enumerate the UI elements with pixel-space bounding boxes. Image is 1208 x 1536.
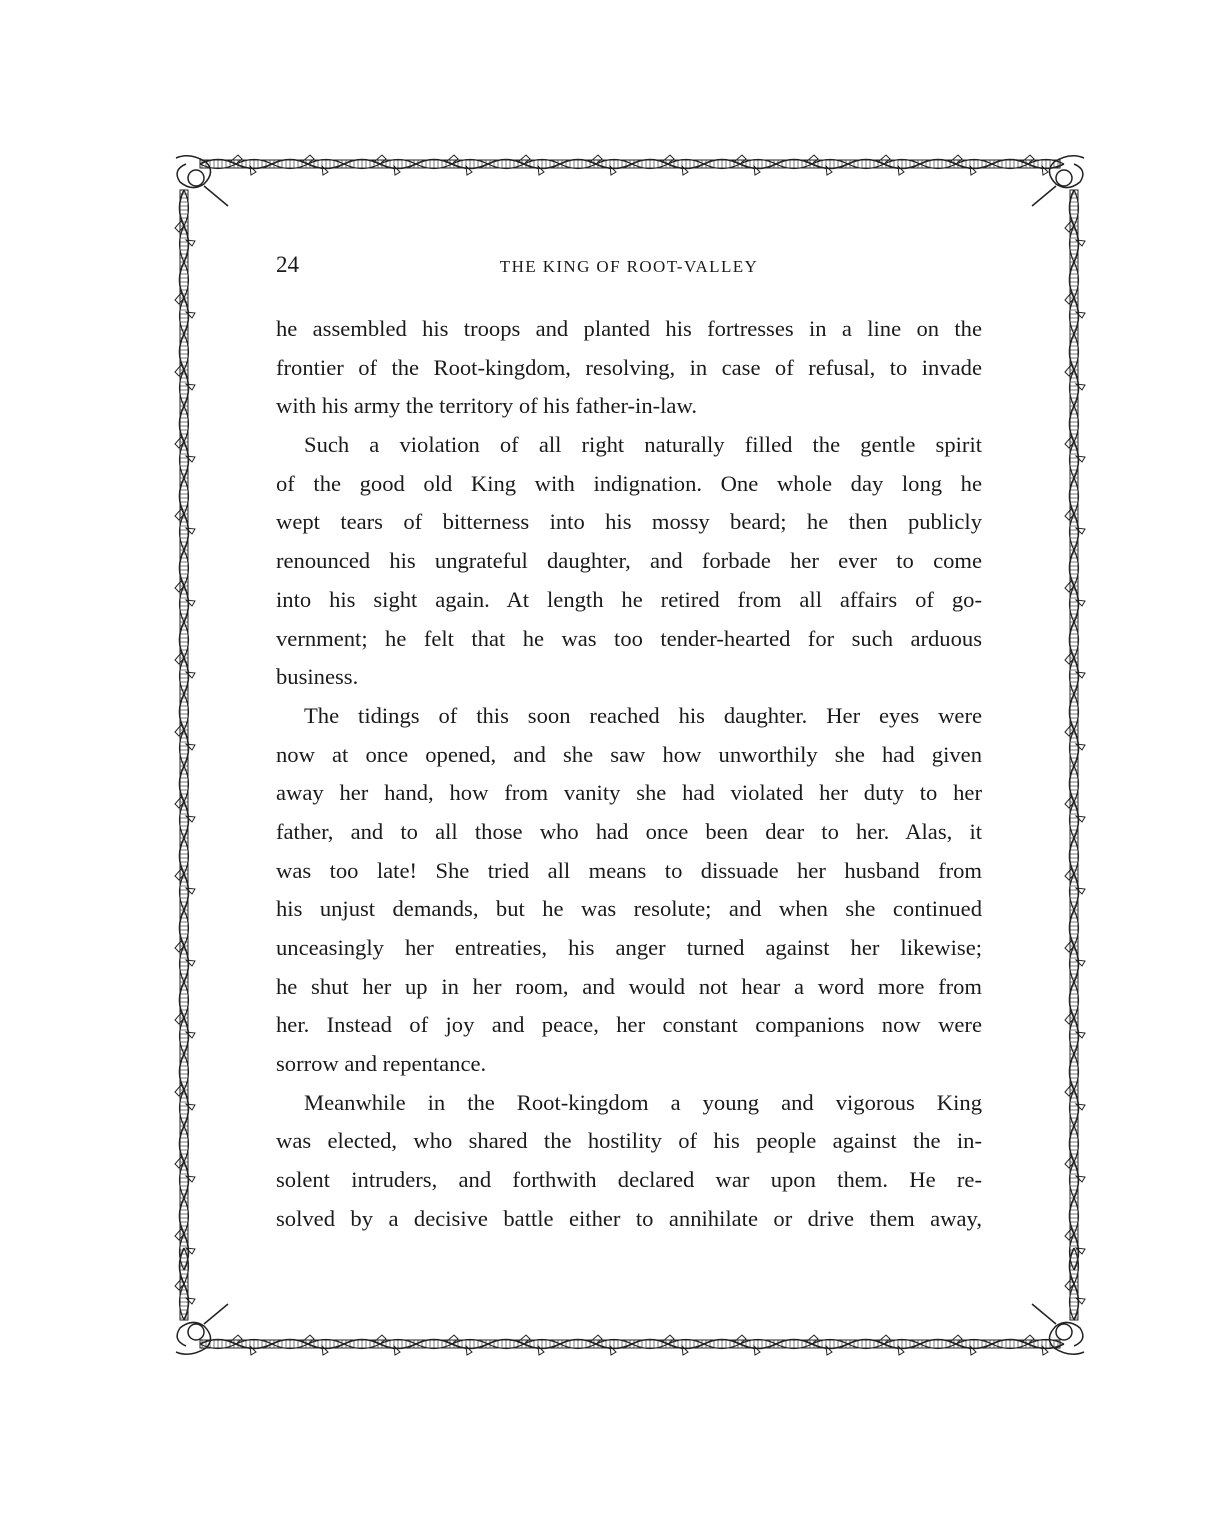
text-line: with his army the territory of his father-in-law. [276,393,697,419]
text-line: of the good old King with indignation. One whole day long he [276,470,982,496]
text-line: business. [276,664,359,690]
text-line: his unjust demands, but he was resolute; and when she continued [276,896,982,922]
text-line: The tidings of this soon reached his daughter. Her eyes were [304,702,982,728]
text-line: wept tears of bitterness into his mossy beard; he then publicly [276,509,982,535]
body-text [276,310,982,1239]
running-header [276,252,982,286]
text-line: her. Instead of joy and peace, her constant companions now were [276,1012,982,1038]
text-line: away her hand, how from vanity she had violated her duty to her [276,780,982,806]
text-line: vernment; he felt that he was too tender-hearted for such arduous [276,625,982,651]
text-line: was elected, who shared the hostility of his people against the in- [276,1128,982,1154]
text-line: Meanwhile in the Root-kingdom a young and vigorous King [304,1089,982,1115]
running-title: THE KING OF ROOT-VALLEY [499,257,759,276]
text-line: was too late! She tried all means to dissuade her husband from [276,857,982,883]
text-line: he shut her up in her room, and would not hear a word more from [276,973,982,999]
text-line: he assembled his troops and planted his fortresses in a line on the [276,316,982,341]
text-line: into his sight again. At length he retired from all affairs of go- [276,586,982,612]
text-line: frontier of the Root-kingdom, resolving, in case of refusal, to invade [276,354,982,380]
text-line: solved by a decisive battle either to annihilate or drive them away, [276,1205,982,1231]
page-number: 24 [276,252,299,277]
text-line: unceasingly her entreaties, his anger turned against her likewise; [276,935,982,960]
text-line: now at once opened, and she saw how unworthily she had given [276,741,982,767]
text-line: father, and to all those who had once been dear to her. Alas, it [276,818,982,844]
text-line: renounced his ungrateful daughter, and forbade her ever to come [276,548,982,574]
text-line: solent intruders, and forthwith declared war upon them. He re- [276,1167,982,1193]
text-line: sorrow and repentance. [276,1051,487,1077]
text-line: Such a violation of all right naturally filled the gentle spirit [304,432,982,458]
